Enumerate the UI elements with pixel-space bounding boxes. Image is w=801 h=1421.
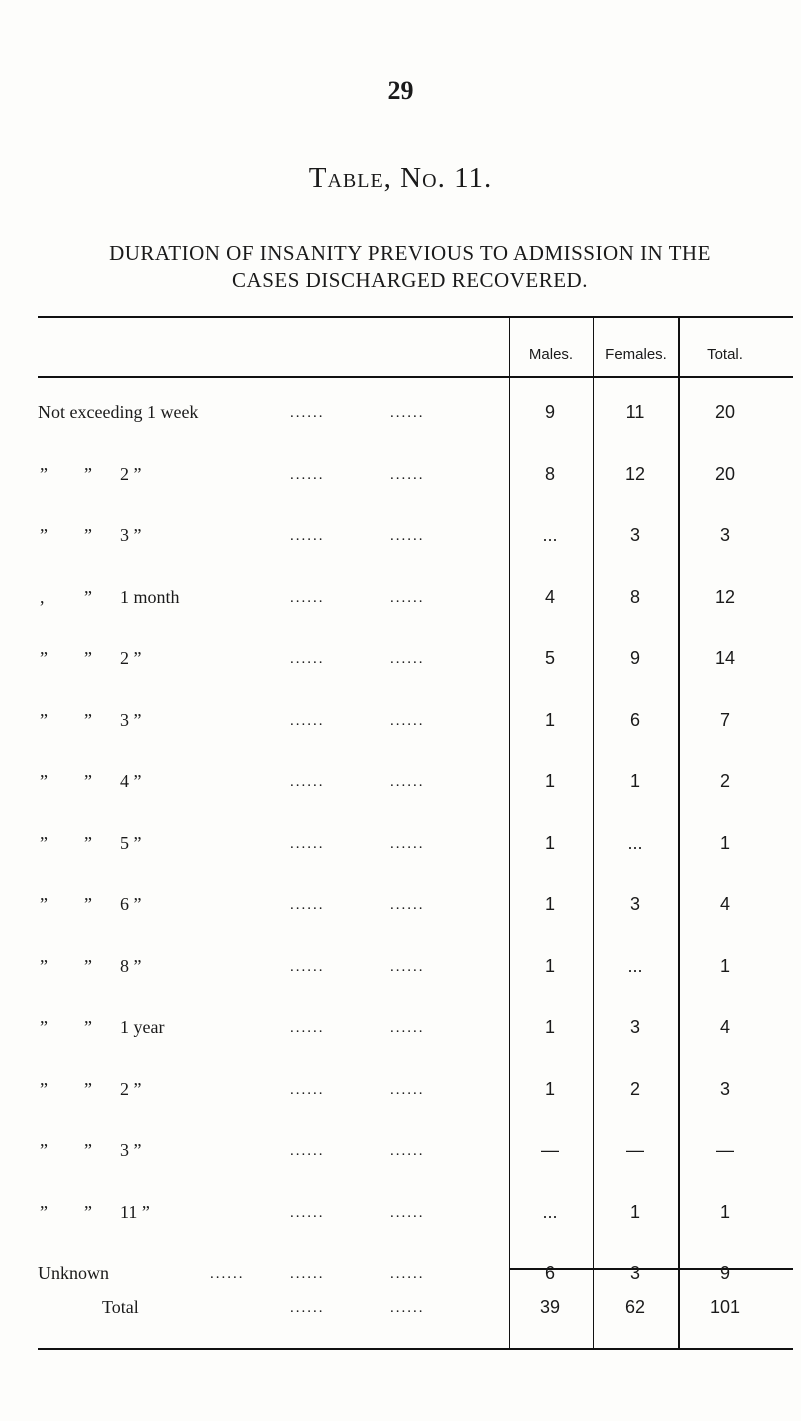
cell-males: 1 [544, 832, 555, 853]
leader-dots: ...... [290, 835, 325, 852]
ditto-mark: ” [40, 771, 48, 791]
leader-dots: ...... [390, 774, 425, 790]
ditto-mark: ” [84, 771, 92, 791]
leader-dots: ...... [390, 1204, 425, 1221]
leader-dots: ...... [290, 712, 325, 729]
leader-dots: ...... [390, 1081, 425, 1098]
row-duration: 3 ” [120, 709, 142, 730]
leader-dots: ...... [290, 1300, 325, 1316]
ditto-mark: ” [40, 648, 48, 668]
cell-total: 1 [719, 832, 730, 853]
ditto-mark: ” [84, 832, 92, 853]
cell-males: — [541, 1140, 559, 1160]
leader-dots: ...... [290, 958, 325, 975]
header-total: Total. [707, 346, 743, 363]
ditto-mark: ” [40, 832, 48, 853]
table-row [0, 833, 801, 863]
row-duration: 5 ” [120, 832, 142, 853]
row-duration: 2 ” [120, 1078, 142, 1099]
cell-males: 8 [544, 463, 555, 484]
ditto-mark: , [40, 586, 45, 607]
leader-dots: ...... [290, 466, 325, 483]
header-males: Males. [528, 346, 574, 363]
ditto-mark: ” [40, 955, 48, 976]
leader-dots: ...... [290, 1020, 325, 1036]
leader-dots: ...... [390, 528, 425, 544]
cell-total: 3 [719, 1078, 730, 1099]
ditto-mark: ” [40, 525, 48, 545]
table-row [0, 587, 801, 617]
cell-males: 1 [544, 771, 555, 791]
cell-females: 1 [629, 1201, 640, 1222]
ditto-mark: ” [84, 463, 92, 484]
cell-females: 3 [629, 525, 640, 545]
leader-dots: ...... [290, 1143, 325, 1159]
ditto-mark: ” [40, 1201, 48, 1222]
ditto-mark: ” [84, 586, 92, 607]
leader-dots: ...... [290, 1081, 325, 1098]
heading-line-2: CASES DISCHARGED RECOVERED. [232, 268, 588, 292]
table-row [0, 1140, 801, 1170]
cell-males: ... [542, 525, 558, 545]
leader-dots: ...... [390, 1020, 425, 1036]
total-total: 101 [709, 1297, 741, 1317]
leader-dots: ...... [390, 466, 425, 483]
total-row [0, 1297, 801, 1327]
ditto-mark: ” [40, 1140, 48, 1160]
cell-females: ... [627, 955, 643, 976]
leader-dots: ...... [390, 1266, 425, 1282]
ditto-mark: ” [84, 1201, 92, 1222]
table-row [0, 1017, 801, 1047]
cell-total: 20 [714, 463, 736, 484]
row-duration: 6 ” [120, 894, 142, 914]
leader-dots: ...... [290, 774, 325, 790]
cell-females: 9 [629, 648, 640, 668]
cell-males: 1 [544, 955, 555, 976]
cell-females: ... [627, 832, 643, 853]
ditto-mark: ” [40, 709, 48, 730]
table-row [0, 1202, 801, 1232]
ditto-mark: ” [84, 1078, 92, 1099]
leader-dots: ...... [290, 589, 325, 606]
row-duration: 3 ” [120, 1140, 142, 1160]
cell-total: 1 [719, 955, 730, 976]
ditto-mark: ” [84, 894, 92, 914]
leader-dots: ...... [390, 835, 425, 852]
table-row [0, 771, 801, 801]
ditto-mark: ” [84, 1017, 92, 1037]
cell-males: ... [542, 1201, 558, 1222]
table-row [0, 464, 801, 494]
cell-females: 3 [629, 1017, 640, 1037]
table-heading [30, 240, 790, 294]
leader-dots: ...... [390, 1143, 425, 1159]
row-duration: 2 ” [120, 648, 142, 668]
leader-dots: ...... [290, 405, 325, 421]
leader-dots: ...... [390, 651, 425, 667]
row-duration: 3 ” [120, 525, 142, 545]
row-duration: 1 year [120, 1017, 165, 1037]
ditto-mark: ” [40, 463, 48, 484]
cell-males: 5 [544, 648, 555, 668]
leader-dots: ...... [390, 1300, 425, 1316]
row-duration: 2 ” [120, 463, 142, 484]
table-row [0, 648, 801, 678]
row-label: Unknown [38, 1263, 109, 1283]
table-row [0, 1079, 801, 1109]
ditto-mark: ” [84, 648, 92, 668]
total-females: 62 [624, 1297, 646, 1317]
cell-males: 1 [544, 1017, 555, 1037]
leader-dots: ...... [290, 651, 325, 667]
ditto-mark: ” [40, 894, 48, 914]
cell-total: 2 [719, 771, 730, 791]
ditto-mark: ” [40, 1017, 48, 1037]
cell-females: 11 [625, 402, 645, 422]
cell-males: 1 [544, 894, 555, 914]
cell-males: 1 [544, 1078, 555, 1099]
row-duration: 4 ” [120, 771, 142, 791]
cell-total: 4 [719, 894, 730, 914]
table-row [0, 402, 801, 432]
leader-dots: ...... [390, 712, 425, 729]
page-number: 29 [387, 76, 414, 105]
cell-males: 9 [544, 402, 555, 422]
cell-total: 7 [719, 709, 730, 730]
cell-females: 8 [629, 586, 640, 607]
cell-females: 1 [629, 771, 640, 791]
cell-females: — [626, 1140, 644, 1160]
cell-females: 12 [624, 463, 646, 484]
leader-dots: ...... [390, 589, 425, 606]
cell-total: 1 [719, 1201, 730, 1222]
cell-total: 4 [719, 1017, 730, 1037]
cell-males: 4 [544, 586, 555, 607]
ditto-mark: ” [84, 1140, 92, 1160]
bottom-rule [38, 1348, 793, 1350]
ditto-mark: ” [84, 709, 92, 730]
cell-males: 1 [544, 709, 555, 730]
total-label: Total [102, 1297, 139, 1317]
table-row [0, 710, 801, 740]
cell-females: 2 [629, 1078, 640, 1099]
cell-total: — [716, 1140, 734, 1160]
ditto-mark: ” [84, 955, 92, 976]
cell-total: 9 [719, 1263, 730, 1283]
cell-total: 12 [714, 586, 736, 607]
table-title: Table, No. 11. [308, 162, 493, 194]
ditto-mark: ” [40, 1078, 48, 1099]
cell-females: 6 [629, 709, 640, 730]
cell-females: 3 [629, 894, 640, 914]
row-duration: 11 ” [120, 1201, 150, 1222]
leader-dots: ...... [290, 1266, 325, 1282]
ditto-mark: ” [84, 525, 92, 545]
table-row [0, 894, 801, 924]
leader-dots: ...... [290, 1204, 325, 1221]
cell-total: 20 [714, 402, 736, 422]
cell-total: 3 [719, 525, 730, 545]
header-females: Females. [605, 346, 667, 363]
leader-dots: ...... [290, 897, 325, 913]
leader-dots: ...... [390, 958, 425, 975]
row-duration: 1 month [120, 586, 180, 607]
row-label: Not exceeding 1 week [38, 402, 199, 422]
leader-dots: ...... [210, 1266, 245, 1282]
heading-line-1: DURATION OF INSANITY PREVIOUS TO ADMISSION IN THE [109, 241, 711, 265]
total-males: 39 [539, 1297, 561, 1317]
leader-dots: ...... [390, 897, 425, 913]
table-row [0, 525, 801, 555]
leader-dots: ...... [290, 528, 325, 544]
cell-females: 3 [629, 1263, 640, 1283]
table-row [0, 956, 801, 986]
leader-dots: ...... [390, 405, 425, 421]
cell-total: 14 [714, 648, 736, 668]
row-duration: 8 ” [120, 955, 142, 976]
cell-males: 6 [544, 1263, 555, 1283]
table-row [0, 1263, 801, 1293]
